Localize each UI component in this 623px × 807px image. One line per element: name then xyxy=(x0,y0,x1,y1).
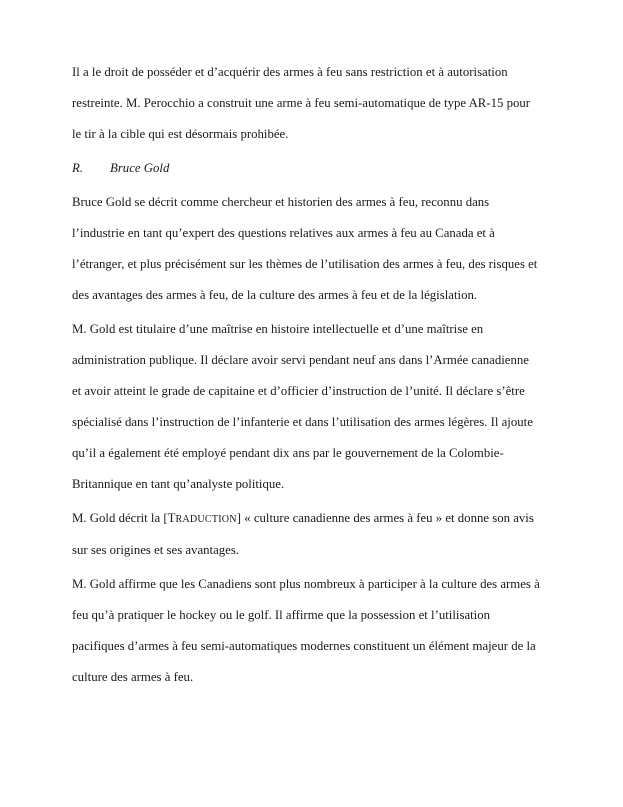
paragraph-3 xyxy=(72,314,553,500)
section-heading xyxy=(72,153,553,184)
text-line: et avoir atteint le grade de capitaine et d’officier d’instruction de l’unité. Il déclare s’être xyxy=(72,384,525,398)
text-segment: ] « culture canadienne des armes à feu » et donne son avis xyxy=(236,511,534,525)
text-line: sur ses origines et ses avantages. xyxy=(72,543,240,557)
smallcaps-traduction-initial: T xyxy=(167,511,176,525)
text-line: culture des armes à feu. xyxy=(72,670,194,684)
text-line: qu’il a également été employé pendant dix ans par le gouvernement de la Colombie- xyxy=(72,446,504,460)
text-line: M. Gold est titulaire d’une maîtrise en histoire intellectuelle et d’une maîtrise en xyxy=(72,322,484,336)
paragraph-4 xyxy=(72,503,553,566)
text-line: restreinte. M. Perocchio a construit une arme à feu semi-automatique de type AR-15 pour xyxy=(72,96,531,110)
paragraph-1 xyxy=(72,57,553,150)
text-line: administration publique. Il déclare avoir servi pendant neuf ans dans l’Armée canadienne xyxy=(72,353,529,367)
paragraph-5 xyxy=(72,569,553,693)
text-line: l’étranger, et plus précisément sur les thèmes de l’utilisation des armes à feu, des risques et xyxy=(72,257,538,271)
section-heading-title: Bruce Gold xyxy=(110,161,170,175)
text-segment: M. Gold décrit la [ xyxy=(72,511,168,525)
text-line xyxy=(72,503,553,535)
text-line: le tir à la cible qui est désormais prohibée. xyxy=(72,127,289,141)
text-line: spécialisé dans l’instruction de l’infanterie et dans l’utilisation des armes légères. Il ajoute xyxy=(72,415,533,429)
text-line: Il a le droit de posséder et d’acquérir des armes à feu sans restriction et à autorisation xyxy=(72,65,508,79)
text-line: des avantages des armes à feu, de la culture des armes à feu et de la législation. xyxy=(72,288,478,302)
text-line: pacifiques d’armes à feu semi-automatiques modernes constituent un élément majeur de la xyxy=(72,639,536,653)
text-line: M. Gold affirme que les Canadiens sont plus nombreux à participer à la culture des armes à xyxy=(72,577,540,591)
section-heading-label: R. xyxy=(72,161,84,175)
text-line: feu qu’à pratiquer le hockey ou le golf. Il affirme que la possession et l’utilisation xyxy=(72,608,491,622)
text-line: Britannique en tant qu’analyste politique. xyxy=(72,477,285,491)
smallcaps-traduction-rest: RADUCTION xyxy=(175,514,237,525)
text-line: Bruce Gold se décrit comme chercheur et historien des armes à feu, reconnu dans xyxy=(72,195,490,209)
document-text-block xyxy=(72,57,553,696)
paragraph-2 xyxy=(72,187,553,311)
text-line: l’industrie en tant qu’expert des questions relatives aux armes à feu au Canada et à xyxy=(72,226,495,240)
